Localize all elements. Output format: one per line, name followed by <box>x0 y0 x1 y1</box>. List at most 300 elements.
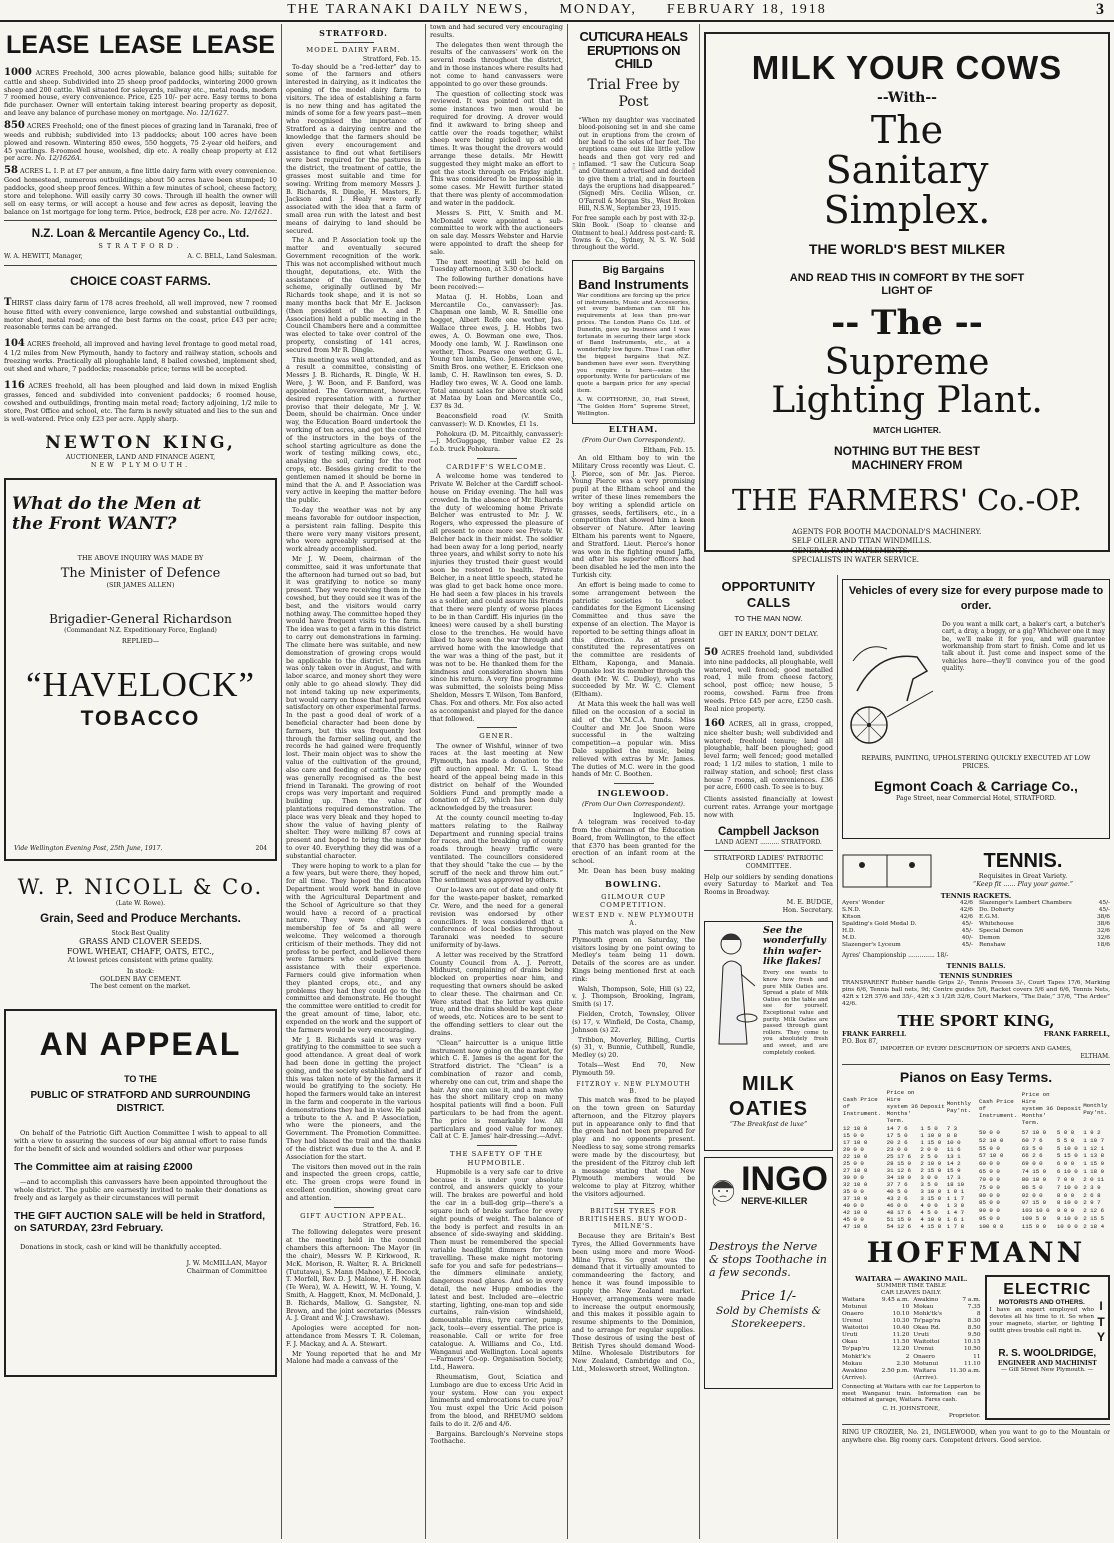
timetable-row <box>913 1325 980 1332</box>
johnstone: C. H. JOHNSTONE, <box>882 1406 941 1413</box>
timetable-row <box>913 1297 980 1304</box>
timetable-row <box>842 1325 909 1332</box>
piano-cell: 2 15 5 <box>1083 1215 1105 1223</box>
egmont-coach-advert <box>842 579 1110 839</box>
farmers-coop: THE FARMERS' Co.-OP. <box>732 482 1082 517</box>
piano-row <box>978 1152 1110 1160</box>
appeal-sale: THE GIFT AUCTION SALE will be held in Stratford, on SATURDAY, 23rd February. <box>14 1209 266 1235</box>
article-paragraph: Rheumatism, Gout, Sciatica and Lumbago are due to excess Uric Acid in your system. How can you expect liniments and embrocations to cure you? You must expel the Uric Acid poison from the blood, and RHEUMO seldom fails to do it. 2/6 and 4/6. <box>430 1372 563 1428</box>
timetable-time: 2.50 p.m. <box>881 1367 910 1374</box>
piano-cell: 60 7 6 <box>1021 1136 1043 1144</box>
timetable-time: 11.30 a.m. <box>949 1367 981 1374</box>
timetable-row <box>913 1368 980 1375</box>
article-paragraph: The following delegates were present at the meeting held in the council chambers this afternoon: The Mayor (in the chair), Messrs W. P. Kirkwood, R. McK. Morison, R. Walter, R. A. Bricknell (Tututawa), S. Mann (Mahoe), E. Bocock, T. Morfell, Rev. D. J. Malone, V. H. Nolan (Te Wera), W. A. Hewitt, W. H. Young, V. Smith, A. Haggett, Knox, M. McDonald, J. B. Richards, Mallow, G. Sangster, N. Brown, and the joint secretaries (Messrs A. J. Grant and W. J. Crawshaw). <box>286 1228 421 1323</box>
timetable-stop: (Arrive). <box>913 1374 938 1381</box>
timetable-stop: To'pap'ra <box>913 1318 941 1325</box>
stratford-dateline: Stratford, Feb. 15. <box>362 56 421 64</box>
piano-col-head: Monthly Pay'nt. <box>946 1099 972 1114</box>
timetable-time: 10.15 <box>963 1339 981 1346</box>
piano-cell: 5 10 0 <box>1056 1144 1078 1152</box>
piano-cell: 17 5 0 <box>886 1131 908 1139</box>
racket-price: 32/6 <box>1096 935 1110 942</box>
piano-row <box>842 1153 974 1160</box>
piano-cell: 22 10 0 <box>843 1152 868 1160</box>
coop-agent-line: SPECIALISTS IN WATER SERVICE. <box>792 555 920 564</box>
electric-letter: T <box>1097 1314 1105 1329</box>
horse-carriage-icon <box>847 621 937 751</box>
timetable-row <box>842 1368 909 1375</box>
timetable-row <box>842 1375 909 1382</box>
racket-row <box>842 914 973 921</box>
piano-cell: 9 0 0 <box>1056 1207 1075 1215</box>
racket-name: Renshaw <box>979 942 1006 949</box>
timetable-time: 11.20 <box>892 1332 910 1339</box>
piano-cell: 23 0 0 <box>886 1145 908 1153</box>
appeal-aim: The Committee aim at raising £2000 <box>14 1160 193 1173</box>
piano-cell: 10 0 <box>946 1138 961 1146</box>
piano-cell: 9 10 0 <box>1056 1215 1078 1223</box>
appeal-body: On behalf of the Patriotic Gift Auction Committee I wish to appeal to all with a view to assuring the success of our big annual effort to raise funds for the benefit of sick and wounded soldiers and other war purposes <box>14 1128 267 1153</box>
piano-row <box>842 1139 974 1146</box>
racket-row <box>979 914 1110 921</box>
timetable-stop: Awakino <box>842 1367 867 1374</box>
havelock-replied: REPLIED— <box>121 636 160 645</box>
piano-cell: 57 10 0 <box>979 1152 1004 1160</box>
piano-cell: 2 6 8 <box>1083 1191 1101 1199</box>
tennis-req: Requisites in Great Variety. <box>978 872 1068 881</box>
piano-col-head: Price on Hire system 36 Months' Term. <box>1021 1091 1054 1127</box>
nz-loan-name: N.Z. Loan & Mercantile Agency Co., Ltd. <box>31 228 250 241</box>
piano-row <box>978 1176 1110 1184</box>
ingo-sold: Sold by Chemists & Storekeepers. <box>716 1305 821 1330</box>
havelock-brand: “HAVELOCK” <box>25 664 256 704</box>
piano-cell: 30 0 0 <box>843 1173 864 1181</box>
piano-cell: 1 9 2 <box>1083 1128 1101 1136</box>
piano-cell: 10 0 0 <box>1056 1222 1078 1230</box>
piano-col-head: Cash Price of Instrument. <box>979 1098 1018 1120</box>
oaties-tag: “The Breakfast de luxe” <box>729 1119 808 1128</box>
woman-pouring-icon <box>709 926 759 1046</box>
lease-ref: No. 12/1621. <box>230 207 273 216</box>
racket-name: Slazenger's Lyceum <box>842 942 901 949</box>
nz-loan-manager: W. A. HEWITT, Manager, <box>4 253 83 261</box>
paper-day: MONDAY, <box>559 2 637 17</box>
appeal-title: AN APPEAL <box>39 1025 242 1062</box>
appeal-advert <box>4 1009 277 1377</box>
article-paragraph: Mr J. W. Deem, chairman of the committee, said it was unfortunate that the afternoon had turned out so bad, but it was gratifying to notice so many present. They were receiving them in the cowshed, but they could see it was of the best, and the visitors would carry nothing away. The committee hoped they would have frequent visits to the farm. The idea was to get a farm in this district to carry out demonstrations in farming. The climate here was suitable, and new demonstration of growing crops would be applicable to the district. The farm was only taken over in August, and with labor scarce, and money short they were only able to go ahead slowly. They did not intend taking up new experiments, but would carry on those that had proved satisfactory on other experimental farms. In the past a good deal of work of a beneficial character had been done by farmers, but this was frequently lost through the farmer selling out, and the records he had gained were frequently lost. Their main object was to show the value of the cultivation of the ground, also care and feeding of cattle. The cow was generally recognised as the best friend in Taranaki. The growing of root crops was very important and required building up. Then the value of plantations required demonstration. The place was very bleak and they hoped to show the value of having plenty of shelter. They were milking 87 cows at present and hoped to bring the number to over 40. Everything they did was of a substantial character. <box>286 554 421 860</box>
lease-item <box>4 120 277 163</box>
band-head-2: Band Instruments <box>578 276 689 292</box>
band-head-1: Big Bargains <box>602 264 665 276</box>
column-2 <box>282 24 426 1539</box>
racket-row <box>842 935 973 942</box>
timetable-row <box>913 1375 980 1382</box>
oaties-body: Every one wants to know how fresh and pure Milk Oaties are. Spread a plate of Milk Oaties on the table and see for yourself. Exceptional value and purity. Milk Oaties are passed through giant rollers. They come to you absolutely fresh and sweet, and are completely cooked. <box>763 970 828 1056</box>
campbell-sub: LAND AGENT .......... STRATFORD. <box>715 838 822 846</box>
opp-clients: Clients assisted financially at lowest current rates. Arrange your mortgage now with <box>704 795 833 819</box>
timetable-row <box>913 1311 980 1318</box>
piano-cell: 2 15 0 <box>920 1166 942 1174</box>
article-paragraph: To-day should be a “red-letter” day to some of the farmers and others interested in dairying, as it indicates the opening of the model dairy farm to visitors. The idea of establishing a farm is no new thing and has agitated the minds of some for a few years past—men who recognised the importance of Stratford as a dairying centre and the knowledge that the farmers should be given every encouragement and assistance to find out what fertilisers were best required for the pastures in the district, the treatment of cattle, the grasses most suitable and time for sowing. Writing from memory Messrs J. B. Richards, R. Dingle, H. Masters, E. Jackson and J. Healy were early associated with the idea that a farm of small area run with the latest and best means of dairying to land should be secured. <box>286 62 421 235</box>
piano-cell: 5 5 0 <box>1056 1136 1075 1144</box>
engineer: ENGINEER AND MACHINIST <box>997 1360 1097 1368</box>
ladies-sec: Hon. Secretary. <box>782 905 833 914</box>
timetable-stop: Waitoitoi <box>913 1339 940 1346</box>
timetable-stop: Waitara <box>842 1297 865 1304</box>
article-paragraph: Hupmobile is a very safe car to drive because it is under your absolute control, and answers quickly to your will. The brakes are powerful and hold the car in a bull-dog grip—there's a square inch of brake surface for every eight pounds of weight. The balance of the body is perfect and results in an absence of side-swaying and skidding. Then must be remembered the special variable headlight dimmers for town travelling. These make night motoring safe for you and safe for pedestrians—the dimmers eliminate anxiety, dangerous road glares. And so in every detail, the new Hupp embodies the latest and best. Included are—electric starting, lighting, one-man top and side curtains, rain-vision windshield, demountable rims, tyre carrier, pump, jack, tools—every essential. The price is reasonable. Call or write for free catalogue. A. Williams and Co., Ltd. Wanganui and Wellington. Local agents—Farmers' Co-op. Organisation Society, Ltd., Hawera. <box>430 1167 563 1372</box>
article-paragraph: Pohokura (D. M. Pitcaithly, canvasser):—J. McGuggage, timber value £2 2s f.o.b. truck Pohokura. <box>430 429 563 454</box>
piano-cell: 18 10 <box>946 1181 965 1189</box>
piano-row <box>978 1199 1110 1207</box>
farrell-importer: IMPORTER OF EVERY DESCRIPTION OF SPORTS AND GAMES, <box>880 1045 1072 1052</box>
timetable-time: 11 <box>973 1353 981 1360</box>
piano-cell: 60 0 0 <box>979 1160 1000 1168</box>
article-paragraph: An old Eltham boy to win the Military Cross recently was Lieut. C. J. Pierce, son of Mr. Jas. Pierce. Young Pierce was a very promising pupil at the Eltham school and the writer of these lines remembers the boy writing a splendid article on grasses, seeds, fertilisers, etc., in a competition that showed him a keen observer of Nature. After leaving Eltham his parents went to Ngaere, and Stratford. Lieut. Pierce's honor was won in the fighting round Jaffa, and after his superior officers had been disabled he led the men into the Turkish city. <box>572 453 695 580</box>
piano-cell: 8 0 0 <box>1056 1191 1075 1199</box>
piano-cell: 1 1 7 <box>946 1195 965 1203</box>
lease-banner <box>6 30 275 61</box>
championship: Ayres' Championship .............. 18/- <box>842 952 949 960</box>
nicoll-advert <box>4 875 277 991</box>
electric-letter: Y <box>1096 1330 1105 1345</box>
piano-cell: 48 17 6 <box>886 1209 912 1217</box>
piano-cell: 92 0 0 <box>1021 1191 1043 1199</box>
article-paragraph: The following further donations have been received:— <box>430 275 563 291</box>
timetable-time: 10.10 <box>892 1311 910 1318</box>
piano-cell: 75 0 0 <box>979 1183 1000 1191</box>
opp-item-num: 160 <box>704 717 725 729</box>
lease-word: LEASE <box>6 31 90 59</box>
racket-price: 45/- <box>961 942 973 949</box>
timetable-row <box>913 1339 980 1346</box>
timetable-row <box>913 1361 980 1368</box>
piano-cell: 1 13 8 <box>1083 1152 1105 1160</box>
piano-cell: 2 18 4 <box>1083 1222 1105 1230</box>
piano-row <box>842 1160 974 1167</box>
havelock-inquiry: THE ABOVE INQUIRY WAS MADE BY <box>77 554 204 563</box>
article-paragraph: Mr J. B. Richards said it was very gratifying to the committee to see such a good attendance. A great deal of work had been done in getting the project going, and the society established, and if this was taken note of by the farmers it would be gratifying to the society. He hoped the farmers would take an interest in the farm and cooperate in the various demonstrations they had in view. He paid a tribute to the A. and P. Association, who were the pioneers, and the Government. The Promotion Committee. They had blazed the trail and the thanks of the district was due to the A. and P. Association for the start. <box>286 1035 421 1161</box>
opportunity-title: OPPORTUNITY CALLS <box>721 579 816 610</box>
piano-cell: 2 5 0 <box>920 1152 938 1160</box>
campbell-jackson: Campbell Jackson <box>718 825 819 838</box>
piano-tables <box>842 1089 1110 1230</box>
nicoll-best: The best cement on the market. <box>90 983 191 991</box>
appeal-thanks: Donations in stock, cash or kind will be thankfully accepted. <box>20 1243 222 1252</box>
article-paragraph: Tribbon, Moverley, Billing, Curtis (s) 31, v. Bunnie, Cuthbell, Rundle, Medley (s) 20. <box>572 1035 695 1060</box>
piano-cell: 3 15 0 <box>920 1195 942 1203</box>
car-leaves: CAR LEAVES DAILY. <box>880 1289 942 1296</box>
racket-price: 38/6 <box>1096 914 1110 921</box>
racket-name: E.G.M. <box>979 914 1000 921</box>
inglewood-head: INGLEWOOD. <box>597 788 670 799</box>
piano-cell: 2 0 11 <box>1083 1175 1105 1183</box>
havelock-brigadier: Brigadier-General Richardson <box>49 611 232 626</box>
article-paragraph: Mataa (J. H. Hobbs, Loan and Mercantile Co., canvasser): Jas. Chapman one lamb, W. R. Smellie one hogget, Albert Rolfe one wether, Jas. Wallace three ewes, J. H. Hobbs two ewes, A. O. Bowman one ewe, Thos. Moody one lamb, W. J. Rawlinson one wether, Thos. Pearse one wether, G. L. Young ten lambs, Geo. Jensen one ewe, Smith Bros. one wether, E. Erickson one lamb, C. H. Rawlinson ten ewes, S. D. Hadley two ewes, W. A. Good one lamb. Total amount sales for above stock sold at Mataa by Loan and Mercantile Co., £37 8s 3d. <box>430 292 563 411</box>
havelock-commandant: (Commandant N.Z. Expeditionary Force, England) <box>64 626 217 634</box>
piano-cell: 85 0 0 <box>979 1199 1000 1207</box>
appeal-to: TO THE <box>124 1073 157 1084</box>
piano-cell: 20 2 6 <box>886 1138 908 1146</box>
piano-row <box>842 1125 974 1132</box>
racket-row <box>842 907 973 914</box>
crozier: RING UP CROZIER, No. 21, INGLEWOOD, when you want to go to the Mountain or anywhere else. Big roomy cars. Competent drivers. Good service. <box>842 1429 1110 1444</box>
piano-cell: 3 10 0 <box>920 1188 942 1196</box>
tennis-court-icon <box>842 849 932 889</box>
opportunity-early: GET IN EARLY, DON'T DELAY. <box>718 629 819 638</box>
coast-item-text: HIRST class dairy farm of 178 acres freehold, all well improved, new 7 roomed house fitted with every convenience, large cowshed and substantial outbuildings, motor shed, metal road; one of the best farms on the coast, price £43 per acre; reasonable terms can be arranged. <box>4 298 277 332</box>
piano-cell: 115 0 0 <box>1021 1222 1047 1230</box>
piano-cell: 63 5 0 <box>1021 1144 1043 1152</box>
piano-cell: 1 18 0 <box>1083 1168 1105 1176</box>
piano-cell: 70 0 0 <box>979 1175 1000 1183</box>
farmers-coop-advert <box>704 32 1110 564</box>
article-paragraph: A letter was received by the Stratford County Council from A. J. Perrott, Midhurst, complaining of drains being blocked on properties near him, and requesting that owners should be asked to clear these. The chairman and Cr. Were stated that the letter was quite true, and the drains should be kept clear of weeds, etc. Notices are to be sent to the offending settlers to clear out the drains. <box>430 950 563 1037</box>
piano-cell: 5 15 0 <box>1056 1152 1078 1160</box>
piano-row <box>842 1216 974 1223</box>
cuticura-offer: For free sample each by post with 32-p. Skin Book. (Soap to cleanse and Ointment to heal.) Address post-card: R. Towns & Co., Sydney, N. S. W. Sold throughout the world. <box>572 215 696 252</box>
gift-auction-head: GIFT AUCTION APPEAL. <box>300 1211 407 1220</box>
inglewood-date: Inglewood, Feb. 15. <box>632 811 695 819</box>
piano-cell: 100 0 0 <box>979 1222 1004 1230</box>
timetable-time: 10 <box>901 1304 910 1311</box>
supreme-the: -- The -- <box>831 302 983 343</box>
nicoll-fowl: FOWL WHEAT, CHAFF, OATS, ETC., <box>66 947 215 957</box>
piano-cell: 4 0 0 <box>920 1202 938 1210</box>
piano-cell: 1 4 7 <box>946 1209 965 1217</box>
timetable-time: 8.30 <box>967 1318 981 1325</box>
lease-acres: 1000 <box>4 66 32 78</box>
best-milker: THE WORLD'S BEST MILKER <box>808 241 1006 257</box>
bowling-head: BOWLING. <box>605 879 662 889</box>
nicoll-instock: In stock: <box>126 967 155 975</box>
piano-cell: 5 0 0 <box>1056 1128 1075 1136</box>
timetable-time: 7 a.m. <box>962 1297 981 1304</box>
piano-cell: 1 0 1 <box>946 1188 965 1196</box>
timetable-time: 2 <box>905 1353 910 1360</box>
column-6-top <box>700 24 1114 575</box>
coast-item-text: ACRES freehold, all improved and having level frontage to good metal road, 4 1/2 miles from New Plymouth, handy to factory and railway station, schools and freezing works. Practically all ploughable land, 8 bailed cowshed, implement shed, out shed and whare, 7 paddocks; reasonable price; terms will be accepted. <box>4 340 277 374</box>
havelock-minister: The Minister of Defence <box>60 566 221 582</box>
column-4-bowling <box>568 875 700 1539</box>
racket-row <box>842 900 973 907</box>
coast-item <box>4 297 277 333</box>
ingo-tag: Destroys the Nerve & stops Toothache in a few seconds. <box>709 1239 827 1280</box>
match-lighter: MATCH LIGHTER. <box>873 425 941 435</box>
article-paragraph: The owner of Wishful, winner of two races at the last meeting at New Plymouth, has made a donation to the gift auction appeal. Mr. G. L. Stead heard of the appeal being made in this district on behalf of the Wounded Soldiers Fund and promptly made a donation of £25, which has been duly acknowledged by the treasurer. <box>430 741 563 813</box>
racket-row <box>979 942 1110 949</box>
piano-col-head: Deposit <box>920 1103 945 1111</box>
racket-price: 45/- <box>1098 900 1110 907</box>
piano-col-head: Cash Price of Instrument. <box>843 1096 882 1118</box>
article-paragraph: They were hoping to work to a plan for a few years, but were there, they hoped, for all time. They hoped the Education Department would work hand in glove with the Agricultural Department and the School of Agriculture so that they would have a record of a practical nature. They were charging a membership fee of 5s and all were welcome. They welcomed a thorough criticism of their methods. They did not profess to be perfect, and believed there were farmers who could give them assistance with their experience. Farmers could give information when they planted crops, etc., and any problems they had they could go to the committee and demonstrate. He thought the committee were entitled to credit for the great amount of time, labor, etc. expended on the work and the support of the farmers would be very encouraging. <box>286 861 421 1034</box>
gift-dateline: Stratford, Feb. 16. <box>362 1221 421 1229</box>
piano-row <box>842 1202 974 1209</box>
column-6-bottom <box>838 575 1114 1539</box>
band-body: War conditions are forcing up the price of instruments, Music and Accessories, yet every bandsman can fill his requirements at less than pre-war prices. The London Piano Co. Ltd. of Dunedin, gave up business and I was fortunate in securing their large stock of Band Instruments, etc., at a wonderfully low figure. Thus I can offer the biggest bargains that N.Z. bandsmen have ever seen. Everything you require is here—seize the opportunity. Write for particulars of me quote a bargain price for any special item. <box>577 292 690 395</box>
article-paragraph: Because they are Britain's Best Tyres, the Allied Governments have been using more and more Wood-Milne Tyres. So great was the demand that it virtually amounted to commandeering the factory, and hence it was found impossible to supply the New Zealand market. However, arrangements were made to increase the output enormously, and this makes it possible again to resume shipments to the Dominion, and to arrange for regular supplies. Those desirous of using the best of British Tyres should demand Wood-Milne. Wholesale Distributors for New Zealand, Cambridge and Co., Ltd., Molesworth street, Wellington. <box>572 1232 695 1373</box>
havelock-advert <box>4 478 277 861</box>
eltham-head: ELTHAM. <box>608 424 659 434</box>
piano-cell: 37 7 6 <box>886 1181 908 1189</box>
ingo-advert <box>704 1157 833 1389</box>
opp-item-text: ACRES freehold land, subdivided into nine paddocks, all ploughable, well watered, well fenced; good metalled road, 1 mile from cheese factory, school, post office; new house, 5 rooms, cowshed. Farm free from weeds. Price £45 per acre, £250 cash. Real nice property. <box>704 648 833 713</box>
timetable-row <box>842 1339 909 1346</box>
article-paragraph: Beaconsfield road (V. Smith canvasser): W. D. Knowles, £1 1s. <box>430 412 563 428</box>
racket-name: Do. Doherty <box>979 907 1015 914</box>
egmont-addr: Page Street, near Commercial Hotel, STRATFORD. <box>896 795 1056 803</box>
piano-cell: 95 0 0 <box>979 1215 1000 1223</box>
piano-cell: 1 5 0 <box>920 1124 938 1132</box>
column-3 <box>426 24 568 1539</box>
havelock-question-1: What do the Men at <box>12 493 202 514</box>
piano-cell: 1 3 0 <box>946 1202 965 1210</box>
timetable-stop: Onaero <box>913 1353 935 1360</box>
coast-farms-title: CHOICE COAST FARMS. <box>70 274 211 289</box>
piano-row <box>978 1144 1110 1152</box>
sundries: TRANSPARENT Rubber handle Grips 2/-, Tennis Presses 3/-, Court Tapes 17/6, Marking pins 6/6, Tennis ball nets, 9d; Centre guides 5/6, Racket covers 5/6 and 6/6, Tennis Nets, 42ft x 12ft 37/6 and 35/-, 42ft x 3 1/2ft 32/6, Court Markers, “The Dale,” 37/6, “The Ardee” 42/6. <box>842 979 1110 1008</box>
electric-side <box>1097 1299 1105 1346</box>
lease-acres: 850 <box>4 119 25 131</box>
timetable-time: 10.30 <box>892 1318 910 1325</box>
timetable-stop: Onaero <box>842 1311 864 1318</box>
article-paragraph: This meeting was well attended, and as a result a committee, consisting of Messrs J. B. Richards, R. Dingle, W. H. Were, J. W. Boon, and F. Banford, was appointed. The Government, however, desired representation with a further proviso that their delegate, Mr J. W. Deem, should be chairman. Once under way, the Education Board undertook the working of ten acres, and got the control of the instructors in the boys of the school starting agriculture as done the work of testing milking cows, etc., analysing the soil, caring for the root crops, etc. Besides giving credit to the gentlemen named it should be borne in mind that the A. and P. Association was very active in keeping the matter before the public. <box>286 355 421 505</box>
milk-with: --With-- <box>877 90 937 107</box>
piano-row <box>842 1209 974 1216</box>
newton-king: NEWTON KING, <box>45 433 236 454</box>
egmont-name: Egmont Coach & Carriage Co., <box>874 778 1078 795</box>
nicoll-lowest: At lowest prices consistent with prime quality. <box>67 956 214 964</box>
motorists: MOTORISTS AND OTHERS. <box>998 1299 1085 1307</box>
appeal-aim-body: —and to accomplish this canvassers have been appointed throughout the whole district. The public are earnestly invited to make their donations as freely and as largely as their circumstances will permit <box>14 1177 267 1202</box>
sanitary-simplex: The Sanitary Simplex. <box>823 108 991 233</box>
face-toothache-icon <box>709 1162 737 1232</box>
piano-row <box>978 1160 1110 1168</box>
opp-item-num: 50 <box>704 646 718 658</box>
coop-agent-line: SELF OILER AND TITAN WINDMILLS. <box>792 537 932 546</box>
piano-row <box>842 1181 974 1188</box>
piano-cell: 45 0 0 <box>843 1216 864 1224</box>
timetable-time: 9.50 <box>967 1332 981 1339</box>
column-1 <box>0 24 282 1539</box>
opp-item <box>704 647 833 714</box>
nz-loan-place: STRATFORD. <box>98 242 183 251</box>
piano-cell: 65 0 0 <box>979 1168 1000 1176</box>
piano-cell: 43 2 6 <box>886 1195 908 1203</box>
timetable-time: 9.45 a.m. <box>881 1297 910 1304</box>
piano-cell: 28 15 0 <box>886 1159 912 1167</box>
oaties-brand: MILK OATIES <box>729 1073 808 1120</box>
lease-item <box>4 67 277 118</box>
racket-name: M.D. <box>842 935 857 942</box>
piano-row <box>842 1223 974 1230</box>
timetable-stop: Urenui <box>842 1318 863 1325</box>
piano-cell: 50 0 0 <box>979 1128 1000 1136</box>
repairs: REPAIRS, PAINTING, UPHOLSTERING QUICKLY EXECUTED AT LOW PRICES. <box>861 753 1091 770</box>
lease-word: LEASE <box>98 31 183 59</box>
piano-cell: 97 15 0 <box>1021 1199 1047 1207</box>
piano-cell: 90 0 0 <box>979 1207 1000 1215</box>
nz-loan-salesman: A. C. BELL, Land Salesman. <box>187 253 277 261</box>
farrell-place: ELTHAM. <box>1080 1052 1110 1060</box>
wooldridge: R. S. WOOLDRIDGE, <box>998 1347 1097 1359</box>
oaties-head: See the wonderfully thin wafer-like flakes! <box>763 924 826 967</box>
article-paragraph: An effort is being made to come to some arrangement between the patriotic societies to select candidates for the Egmont Licensing Committee and thus save the expense of an election. The Mayor is reported to be setting things afloat in this direction. As at present constituted the representatives on the committee are residents of Eltham, Kaponga, and Manaia. Opunake lost its member through the death (Mr. W. C. Dudley), who was succeeded by Mr. W. C. Clement (Eltham). <box>572 580 695 699</box>
tyres-head: BRITISH TYRES FOR BRITISHERS. BUY WOOD-MILNE'S. <box>579 1206 688 1231</box>
piano-cell: 80 0 0 <box>979 1191 1000 1199</box>
tennis-keep: “Keep fit ...... Play your game.” <box>972 880 1074 889</box>
bottom-adverts <box>842 1275 1110 1421</box>
timetable-stop: Motunui <box>842 1304 867 1311</box>
newton-sub: AUCTIONEER, LAND AND FINANCE AGENT, <box>65 453 216 462</box>
farrell-left: FRANK FARRELL <box>842 1030 906 1039</box>
piano-cell: 37 10 0 <box>843 1195 868 1203</box>
timetable-stop: Mokau <box>842 1360 863 1367</box>
timetable-row <box>842 1354 909 1361</box>
racket-row <box>842 921 973 928</box>
pianos-title: Pianos on Easy Terms. <box>899 1069 1053 1086</box>
piano-cell: 1 15 0 <box>920 1138 942 1146</box>
timetable-time: 12.20 <box>892 1346 910 1353</box>
inglewood-corr: (From Our Own Correspondent). <box>582 800 685 808</box>
havelock-tobacco: TOBACCO <box>80 707 201 731</box>
racket-price: 32/6 <box>1096 928 1110 935</box>
timetable-row <box>842 1297 909 1304</box>
page-number: 3 <box>1096 1 1106 18</box>
piano-col-head: Deposit <box>1056 1105 1082 1113</box>
lease-ref: No. 12/1626A. <box>35 154 82 163</box>
piano-cell: 52 10 0 <box>979 1136 1004 1144</box>
piano-cell: 1 15 0 <box>1083 1160 1105 1168</box>
timetable-row <box>913 1346 980 1353</box>
racket-price: 45/- <box>1098 907 1110 914</box>
racket-name: H.D. <box>842 928 856 935</box>
appeal-sign: J. W. McMILLAN, Mayor <box>186 1259 267 1268</box>
read-comfort: AND READ THIS IN COMFORT BY THE SOFT LIGHT OF <box>789 272 1025 298</box>
motorists-body: I have an expert employed who devotes all his time to it. So when your magneto, starter, or lighting outfit gives trouble call right in. <box>989 1307 1094 1335</box>
timetable-time: 2.30 <box>896 1360 910 1367</box>
piano-cell: 25 17 6 <box>886 1152 912 1160</box>
oaties-advert <box>704 921 833 1151</box>
piano-cell: 35 0 0 <box>843 1188 864 1196</box>
waitara-head: WAITARA — AWAKINO MAIL. <box>855 1274 968 1283</box>
piano-row <box>978 1136 1110 1144</box>
coop-agents <box>712 528 1102 564</box>
piano-cell: 25 0 0 <box>843 1159 864 1167</box>
racket-price: 38/6 <box>1096 921 1110 928</box>
cuticura-title: CUTICURA HEALS ERUPTIONS ON CHILD <box>579 29 688 72</box>
electric-letter: I <box>1099 1299 1103 1314</box>
piano-cell: 2 3 9 <box>1083 1183 1101 1191</box>
nicoll-late: (Late W. Rowe). <box>115 900 166 908</box>
timetable-stop: Uruti <box>913 1332 929 1339</box>
tennis-title: TENNIS. <box>983 850 1063 872</box>
timetable-stop: To'pap'ru <box>842 1346 870 1353</box>
nothing-but-best: NOTHING BUT THE BEST MACHINERY FROM <box>834 443 980 473</box>
article-paragraph: At the county council meeting to-day matters relating to the Railway Department and running special trains for races, and the breaking up of county roads through heavy traffic were ventilated. The councillors considered that they should “take the cue — by the scruff of the neck and throw him out.” The sentiment was approved by others. <box>430 813 563 885</box>
piano-cell: 1 10 7 <box>1083 1136 1105 1144</box>
supreme-plant: Supreme Lighting Plant. <box>771 342 1043 422</box>
timetable-time: 10.40 <box>892 1325 910 1332</box>
ingo-price: Price 1/- <box>740 1289 797 1305</box>
piano-table-right <box>978 1089 1110 1230</box>
piano-cell: 7 3 <box>946 1124 958 1132</box>
timetable-time: 7.35 <box>967 1304 981 1311</box>
article-paragraph: Apologies were accepted for non-attendance from Messrs T. R. Coleman, F. J. Mackay, and A. A. Stewart. <box>286 1324 421 1348</box>
piano-cell: 4 15 0 <box>920 1223 942 1231</box>
rackets-head: TENNIS RACKETS. <box>940 892 1012 901</box>
piano-row <box>842 1167 974 1174</box>
vehicles-title: Vehicles of every size for every purpose made to order. <box>848 585 1104 613</box>
